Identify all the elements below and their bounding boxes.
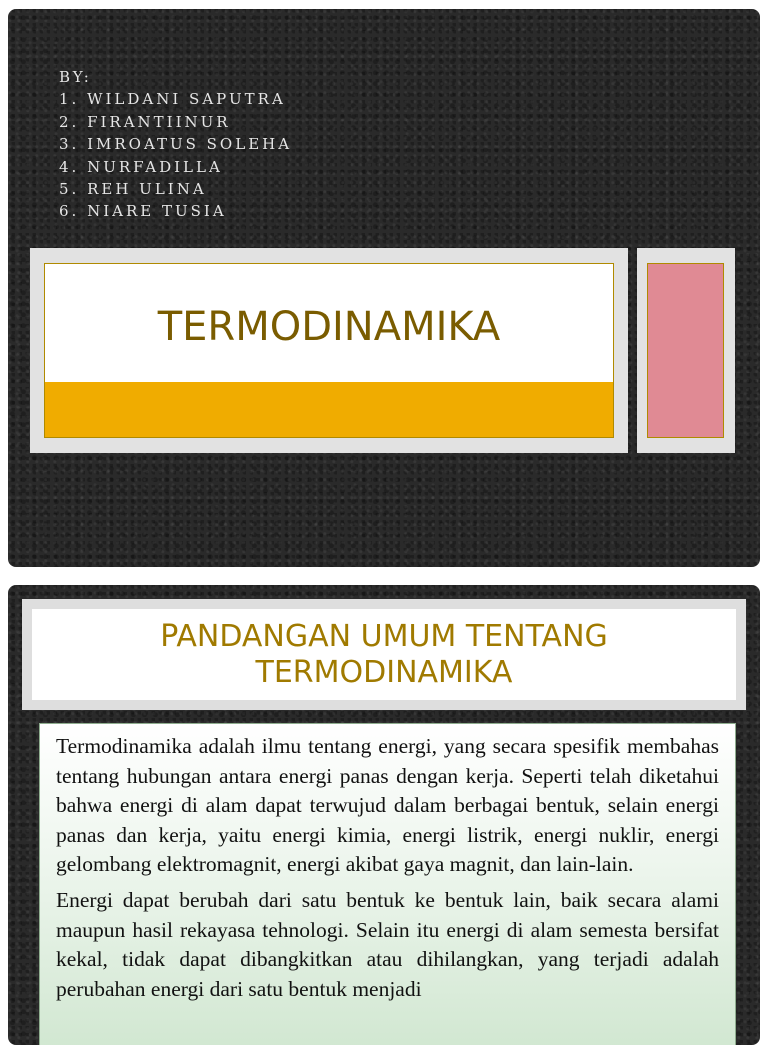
title-card (44, 263, 614, 438)
slide-heading (160, 619, 608, 691)
body-text-box (39, 723, 736, 1045)
heading-line: TERMODINAMIKA (255, 654, 513, 690)
slide-title-text: TERMODINAMIKA (157, 304, 501, 350)
author-list (59, 66, 292, 223)
author-item: 3. IMROATUS SOLEHA (59, 135, 293, 154)
body-paragraph: Energi dapat berubah dari satu bentuk ke bentuk lain, baik secara alami maupun hasil rekayasa tehnologi. Selain itu energi di alam semesta bersifat kekal, tidak dapat dibangkitkan atau dihilangkan, yang terjadi adalah perubahan energi dari satu bentuk menjadi (56, 887, 719, 1001)
authors-label: BY: (59, 68, 92, 86)
slide-overview (8, 585, 760, 1045)
author-item: 4. NURFADILLA (59, 157, 223, 176)
heading-line: PANDANGAN UMUM TENTANG (160, 618, 608, 654)
author-item: 2. FIRANTIINUR (59, 112, 231, 131)
side-panel (637, 248, 735, 453)
heading-card (32, 609, 736, 700)
author-item: 6. NIARE TUSIA (59, 202, 227, 221)
slide-title (8, 9, 760, 567)
title-panel (30, 248, 628, 453)
title-accent-band (45, 382, 613, 437)
heading-panel (22, 599, 746, 710)
author-item: 5. REH ULINA (59, 180, 207, 199)
author-item: 1. WILDANI SAPUTRA (59, 90, 286, 109)
body-paragraph: Termodinamika adalah ilmu tentang energi, yang secara spesifik membahas tentang hubungan antara energi panas dengan kerja. Seperti telah diketahui bahwa energi di alam dapat terwujud dalam berbagai bentuk, selain energi panas dan kerja, yaitu energi kimia, energi listrik, energi nuklir, energi gelombang elektromagnit, energi akibat gaya magnit, dan lain-lain. (56, 734, 719, 877)
side-accent-block (647, 263, 724, 438)
